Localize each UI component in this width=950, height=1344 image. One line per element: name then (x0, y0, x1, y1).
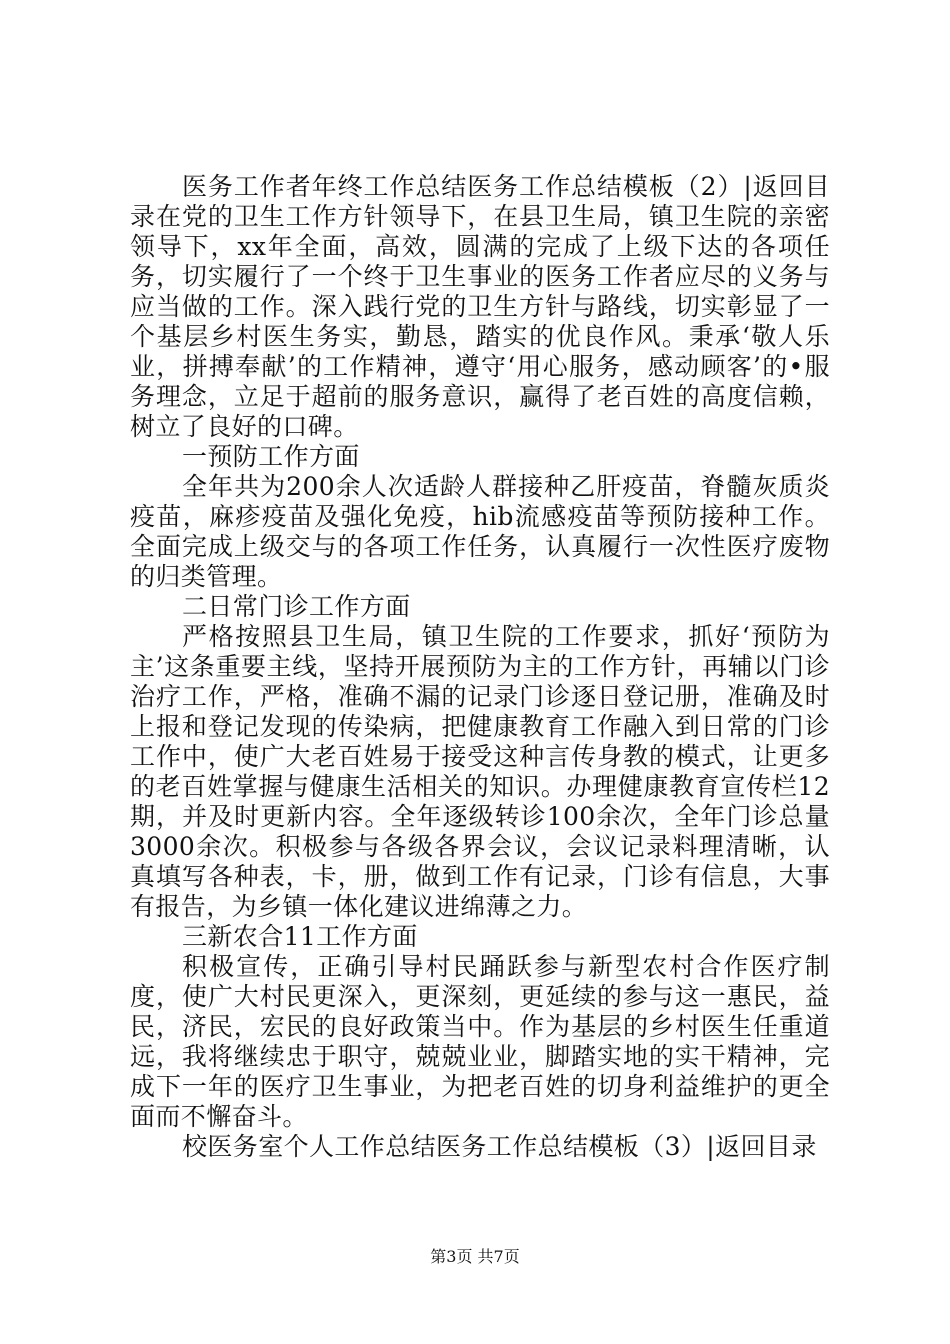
paragraph-intro: 医务工作者年终工作总结医务工作总结模板（2）|返回目录在党的卫生工作方针领导下，在县卫生局，镇卫生院的亲密领导下，xx年全面，高效，圆满的完成了上级下达的各项任务，切实履行了一个终于卫生事业的医务工作者应尽的义务与应当做的工作。深入践行党的卫生方针与路线，切实彰显了一个基层乡村医生务实，勤恳，踏实的优良作风。秉承‘敬人乐业，拼搏奉献’的工作精神，遵守‘用心服务，感动顾客’的•服务理念，立足于超前的服务意识，赢得了老百姓的高度信赖，树立了良好的口碑。 (130, 172, 830, 441)
paragraph-rural-insurance: 积极宣传，正确引导村民踊跃参与新型农村合作医疗制度，使广大村民更深入，更深刻，更延续的参与这一惠民，益民，济民，宏民的良好政策当中。作为基层的乡村医生任重道远，我将继续忠于职守，兢兢业业，脚踏实地的实干精神，完成下一年的医疗卫生事业，为把老百姓的切身利益维护的更全面而不懈奋斗。 (130, 952, 830, 1131)
paragraph-outpatient: 严格按照县卫生局，镇卫生院的工作要求，抓好‘预防为主’这条重要主线，坚持开展预防为主的工作方针，再辅以门诊治疗工作，严格，准确不漏的记录门诊逐日登记册，准确及时上报和登记发现的传染病，把健康教育工作融入到日常的门诊工作中，使广大老百姓易于接受这种言传身教的模式，让更多的老百姓掌握与健康生活相关的知识。办理健康教育宣传栏12期，并及时更新内容。全年逐级转诊100余次，全年门诊总量3000余次。积极参与各级各界会议，会议记录料理清晰，认真填写各种表，卡，册，做到工作有记录，门诊有信息，大事有报告，为乡镇一体化建议进绵薄之力。 (130, 622, 830, 921)
section-heading-outpatient: 二日常门诊工作方面 (182, 592, 411, 621)
section-heading-prevention: 一预防工作方面 (182, 442, 360, 471)
page-footer: 第3页 共7页 (430, 1247, 520, 1266)
section-heading-rural-insurance: 三新农合11工作方面 (182, 922, 418, 951)
document-body (130, 172, 830, 1162)
paragraph-next-section-title: 校医务室个人工作总结医务工作总结模板（3）|返回目录 (182, 1132, 817, 1161)
paragraph-prevention: 全年共为200余人次适龄人群接种乙肝疫苗，脊髓灰质炎疫苗，麻疹疫苗及强化免疫，hib流感疫苗等预防接种工作。全面完成上级交与的各项工作任务，认真履行一次性医疗废物的归类管理。 (130, 472, 830, 591)
